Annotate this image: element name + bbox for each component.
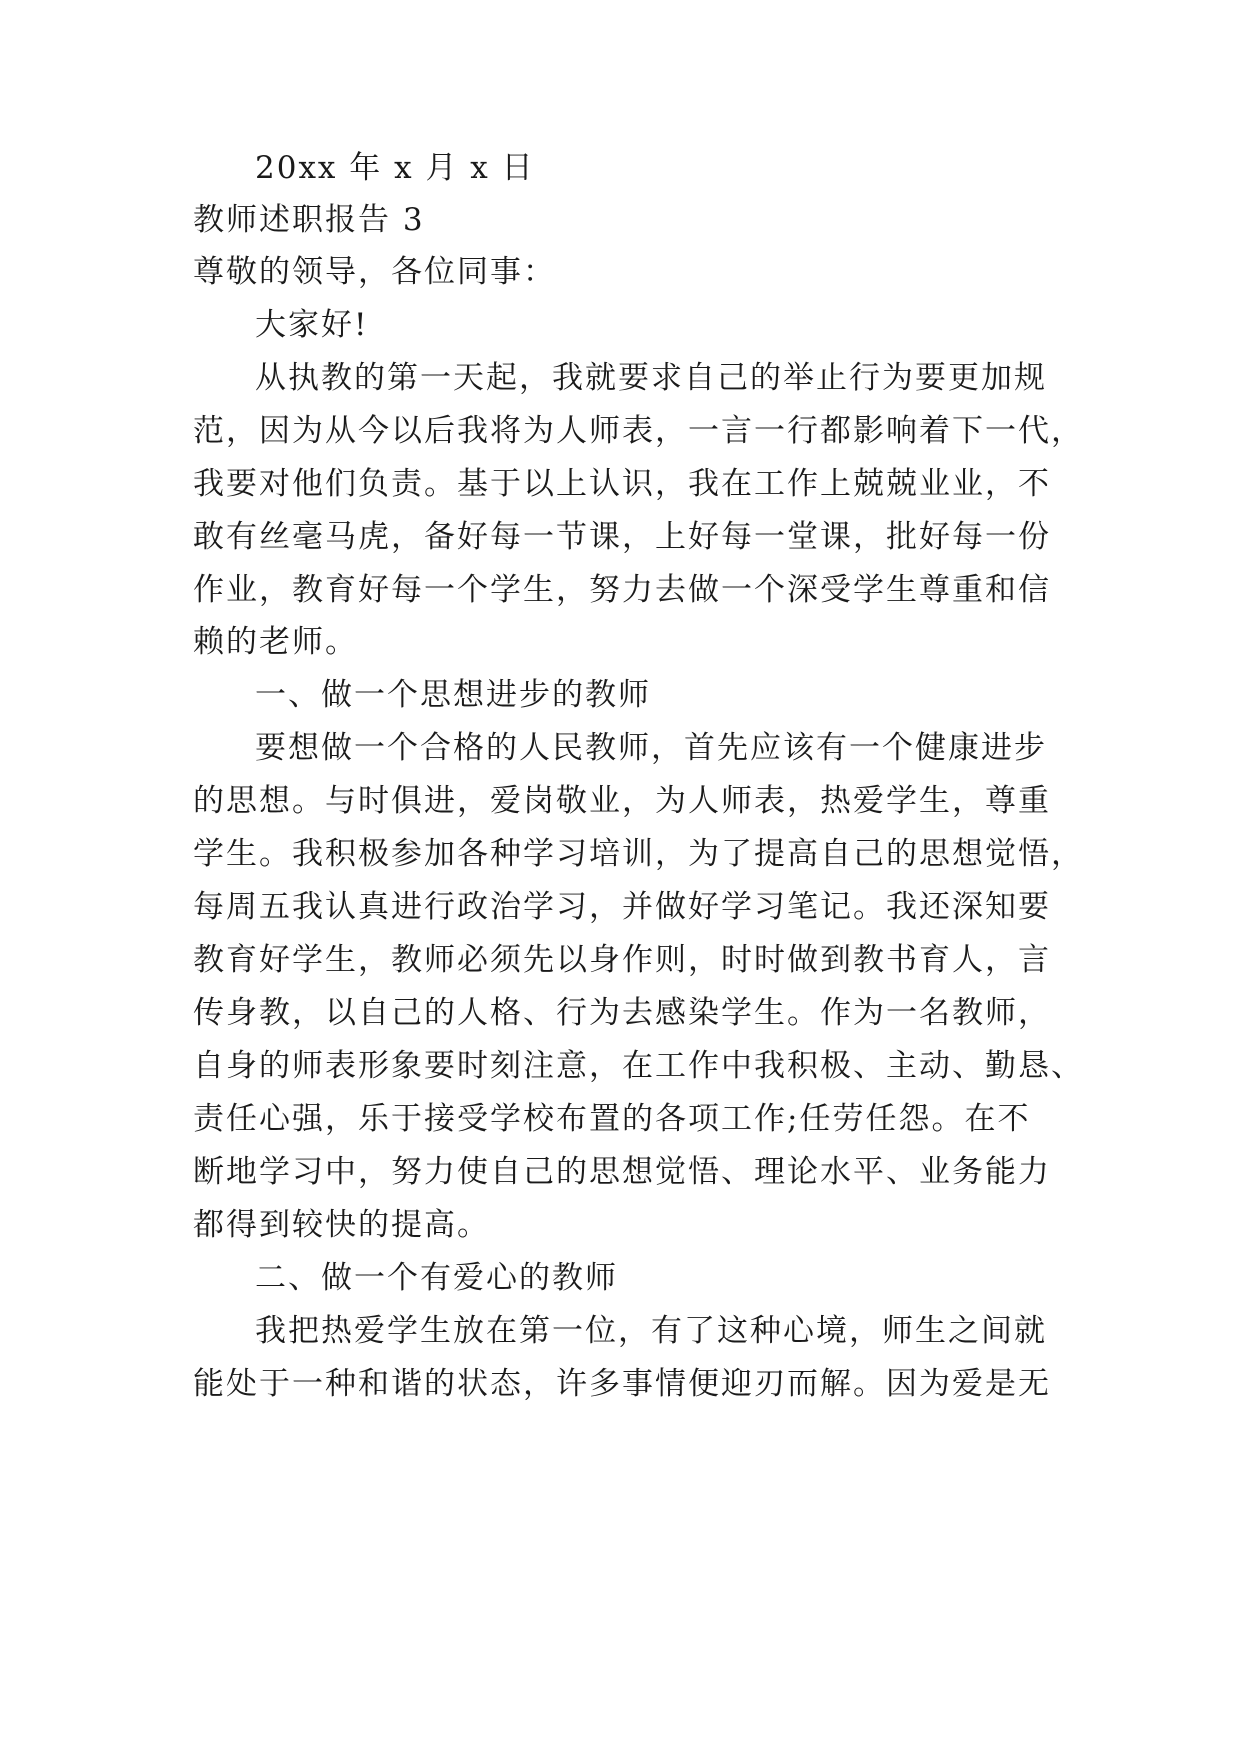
section-heading-2: 二、做一个有爱心的教师 [255, 1260, 618, 1296]
paragraph-line: 学生。我积极参加各种学习培训，为了提高自己的思想觉悟， [193, 836, 1084, 872]
paragraph-line: 能处于一种和谐的状态，许多事情便迎刃而解。因为爱是无 [193, 1366, 1051, 1402]
salutation: 尊敬的领导，各位同事： [193, 254, 556, 290]
report-title: 教师述职报告 3 [193, 202, 425, 238]
section-heading-1: 一、做一个思想进步的教师 [255, 677, 651, 713]
greeting: 大家好! [255, 307, 369, 343]
paragraph-line: 从执教的第一天起，我就要求自己的举止行为要更加规 [255, 360, 1047, 396]
paragraph-line: 作业，教育好每一个学生，努力去做一个深受学生尊重和信 [193, 572, 1051, 608]
paragraph-line: 每周五我认真进行政治学习，并做好学习笔记。我还深知要 [193, 889, 1051, 925]
paragraph-line: 责任心强，乐于接受学校布置的各项工作;任劳任怨。在不 [193, 1101, 1031, 1137]
paragraph-line: 教育好学生，教师必须先以身作则，时时做到教书育人，言 [193, 942, 1051, 978]
paragraph-line: 都得到较快的提高。 [193, 1207, 490, 1243]
date-line: 20xx 年 x 月 x 日 [255, 150, 535, 186]
paragraph-line: 传身教，以自己的人格、行为去感染学生。作为一名教师， [193, 995, 1051, 1031]
paragraph-line: 断地学习中，努力使自己的思想觉悟、理论水平、业务能力 [193, 1154, 1051, 1190]
paragraph-line: 范，因为从今以后我将为人师表，一言一行都影响着下一代， [193, 413, 1084, 449]
paragraph-line: 的思想。与时俱进，爱岗敬业，为人师表，热爱学生，尊重 [193, 783, 1051, 819]
paragraph-line: 自身的师表形象要时刻注意，在工作中我积极、主动、勤恳、 [193, 1048, 1084, 1084]
paragraph-line: 赖的老师。 [193, 624, 358, 660]
paragraph-line: 要想做一个合格的人民教师，首先应该有一个健康进步 [255, 730, 1047, 766]
paragraph-line: 敢有丝毫马虎，备好每一节课，上好每一堂课，批好每一份 [193, 519, 1051, 555]
paragraph-line: 我把热爱学生放在第一位，有了这种心境，师生之间就 [255, 1313, 1047, 1349]
paragraph-line: 我要对他们负责。基于以上认识，我在工作上兢兢业业，不 [193, 466, 1051, 502]
